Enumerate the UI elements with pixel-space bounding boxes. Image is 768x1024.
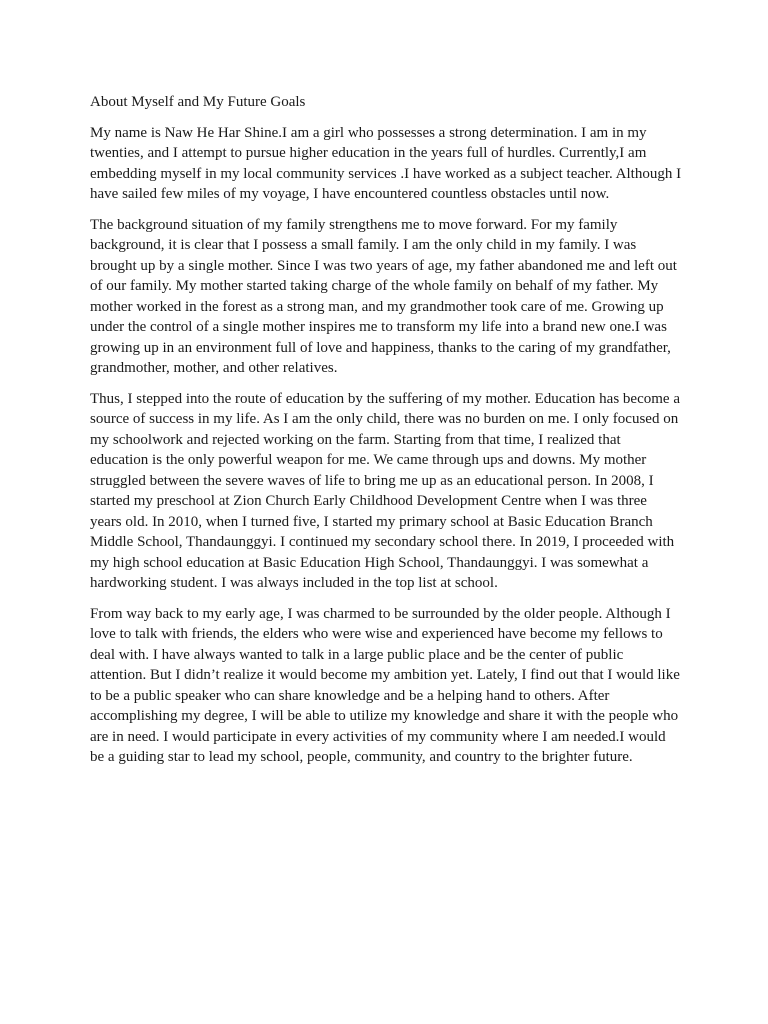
document-title: About Myself and My Future Goals	[90, 94, 306, 110]
paragraph-future-goals: From way back to my early age, I was charmed to be surrounded by the older people. Although I love to talk with friends, the elders who were wise and experienced have become my fellows to deal with. I have always wanted to talk in a large public place and be the center of public attention. But I didn’t realize it would become my ambition yet. Lately, I find out that I would like to be a public speaker who can share knowledge and be a helping hand to others. After accomplishing my degree, I will be able to utilize my knowledge and share it with the people who are in need. I would participate in every activities of my community where I am needed.I would be a guiding star to lead my school, people, community, and country to the brighter future.	[90, 605, 680, 765]
paragraph-introduction: My name is Naw He Har Shine.I am a girl who possesses a strong determination. I am in my twenties, and I attempt to pursue higher education in the years full of hurdles. Currently,I am embedding myself in my local community services .I have worked as a subject teacher. Although I have sailed few miles of my voyage, I have encountered countless obstacles until now.	[90, 124, 682, 202]
document-page	[90, 92, 682, 778]
paragraph-education: Thus, I stepped into the route of education by the suffering of my mother. Education has become a source of success in my life. As I am the only child, there was no burden on me. I only focused on my schoolwork and rejected working on the farm. Starting from that time, I realized that education is the only powerful weapon for me. We came through ups and downs. My mother struggled between the severe waves of life to bring me up as an educational person. In 2008, I started my preschool at Zion Church Early Childhood Development Centre when I was three years old. In 2010, when I turned five, I started my primary school at Basic Education Branch Middle School, Thandaunggyi. I continued my secondary school there. In 2019, I proceeded with my high school education at Basic Education High School, Thandaunggyi. I was somewhat a hardworking student. I was always included in the top list at school.	[90, 390, 680, 591]
paragraph-family-background: The background situation of my family strengthens me to move forward. For my family background, it is clear that I possess a small family. I am the only child in my family. I was brought up by a single mother. Since I was two years of age, my father abandoned me and left out of our family. My mother started taking charge of the whole family on behalf of my father. My mother worked in the forest as a strong man, and my grandmother took care of me. Growing up under the control of a single mother inspires me to transform my life into a brand new one.I was growing up in an environment full of love and happiness, thanks to the caring of my grandfather, grandmother, mother, and other relatives.	[90, 216, 677, 376]
